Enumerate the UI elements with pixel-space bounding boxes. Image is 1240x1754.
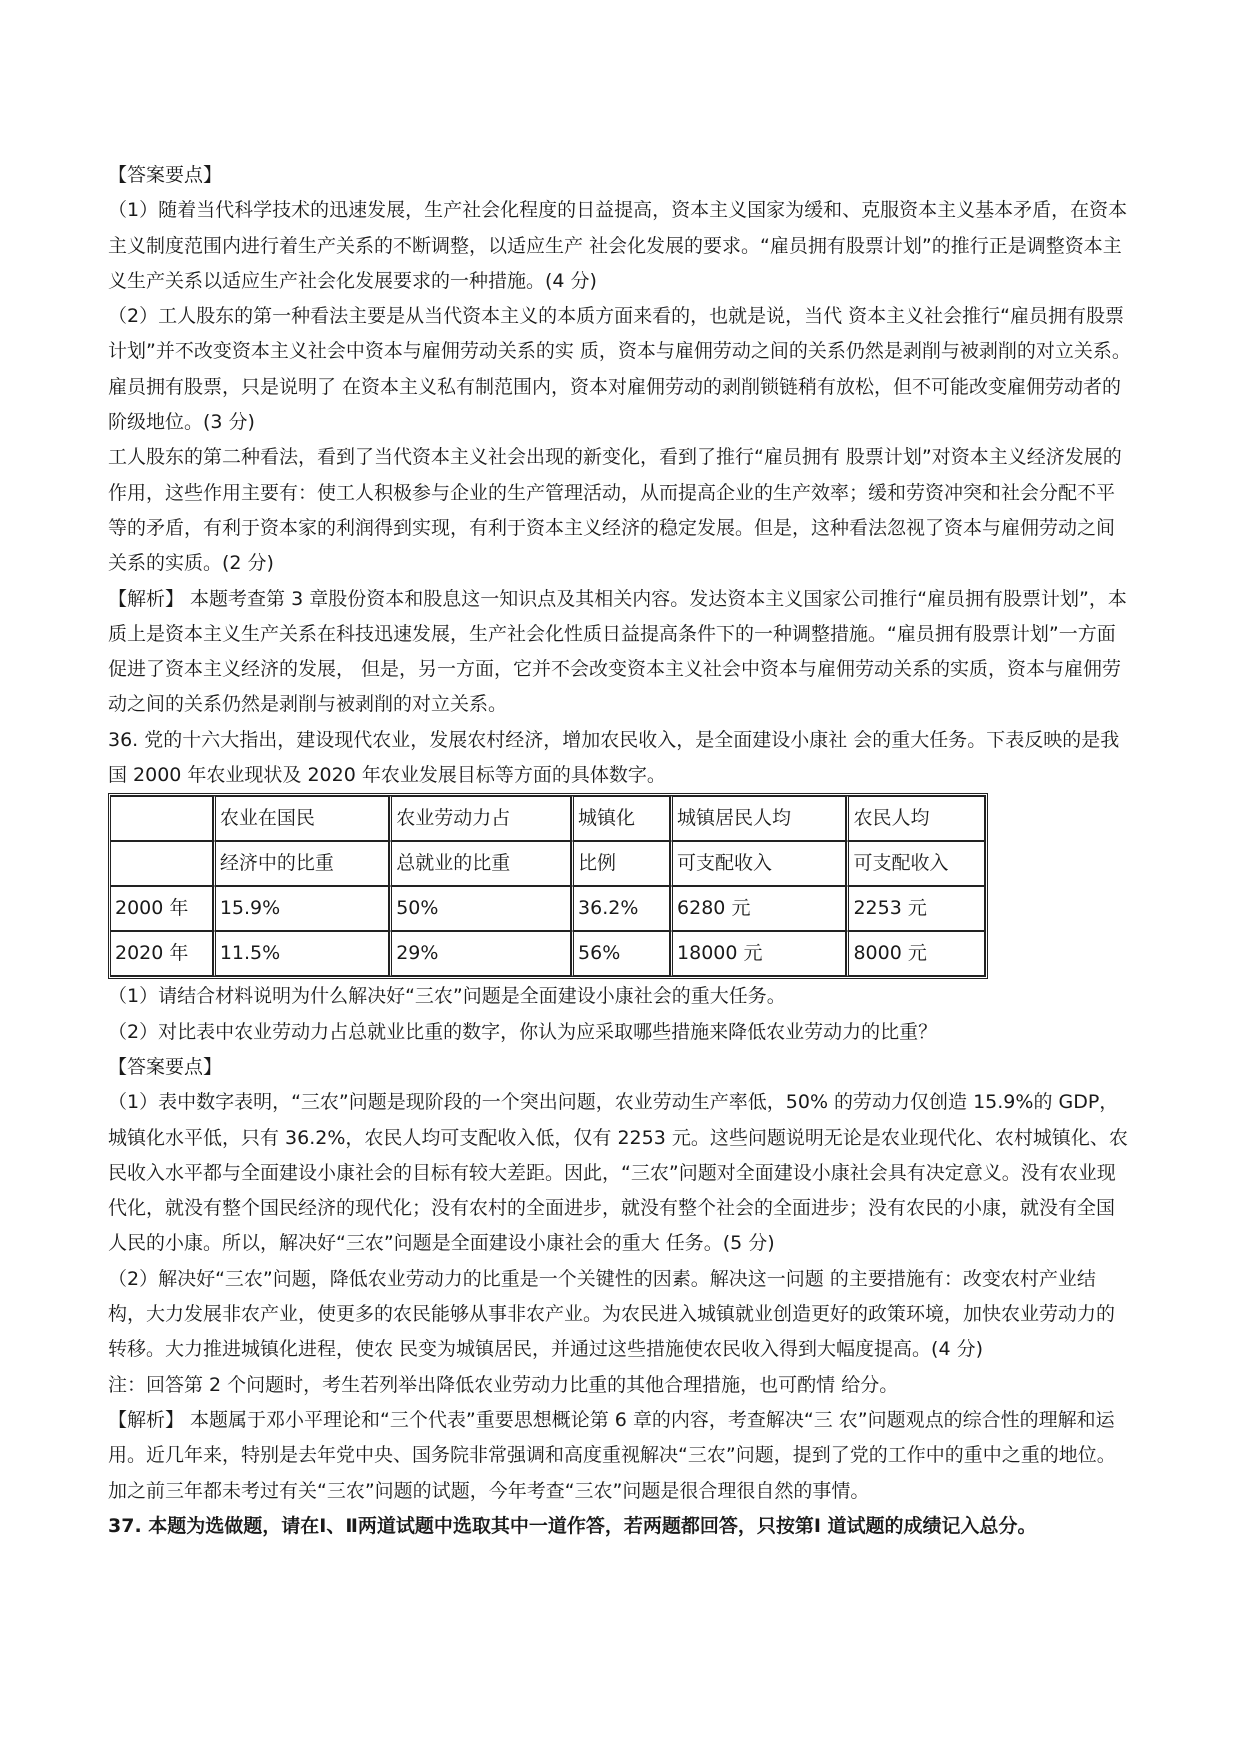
- table-cell: 可支配收入: [846, 841, 985, 886]
- answer-point-1: （1）表中数字表明，“三农”问题是现阶段的一个突出问题，农业劳动生产率低，50% 的劳动力仅创造 15.9%的 GDP，城镇化水平低，只有 36.2%，农民人均可支配收入低，仅有 2253 元。这些问题说明无论是农业现代化、农村城镇化、农民收入水平都与全面建设小康社会的目标有较大差距。因此，“三农”问题对全面建设小康社会具有决定意义。没有农业现代化，就没有整个国民经济的现代化；没有农村的全面进步，就没有整个社会的全面进步；没有农民的小康，就没有全国人民的小康。所以，解决好“三农”问题是全面建设小康社会的重大 任务。(5 分): [108, 1091, 1128, 1255]
- analysis-paragraph: 【解析】 本题属于邓小平理论和“三个代表”重要思想概论第 6 章的内容，考查解决“三 农”问题观点的综合性的理解和运用。近几年来，特别是去年党中央、国务院非常强调和高度重视解决“三农”问题，提到了党的工作中的重中之重的地位。加之前三年都未考过有关“三农”问题的试题，今年考查“三农”问题是很合理很自然的事情。: [108, 1408, 1116, 1502]
- answer-point-2-continued: 工人股东的第二种看法，看到了当代资本主义社会出现的新变化，看到了推行“雇员拥有 股票计划”对资本主义经济发展的作用，这些作用主要有：使工人积极参与企业的生产管理活动，从而提高企业的生产效率；缓和劳资冲突和社会分配不平等的矛盾，有利于资本家的利润得到实现，有利于资本主义经济的稳定发展。但是，这种看法忽视了资本与雇佣劳动之间关系的实质。(2 分): [108, 446, 1122, 575]
- table-cell: 18000 元: [670, 931, 846, 976]
- table-cell: 农业在国民: [213, 796, 389, 841]
- table-cell: 城镇化: [571, 796, 670, 841]
- table-cell: 农民人均: [846, 796, 985, 841]
- question-36-stem: 36. 党的十六大指出，建设现代农业，发展农村经济，增加农民收入，是全面建设小康社 会的重大任务。下表反映的是我国 2000 年农业现状及 2020 年农业发展目标等方面的具体数字。: [108, 728, 1120, 787]
- table-row: [111, 931, 985, 976]
- question-37-stem: 37. 本题为选做题，请在Ⅰ、Ⅱ两道试题中选取其中一道作答，若两题都回答，只按第Ⅰ 道试题的成绩记入总分。: [108, 1514, 1037, 1537]
- table-cell: 城镇居民人均: [670, 796, 846, 841]
- grading-note: 注：回答第 2 个问题时，考生若列举出降低农业劳动力比重的其他合理措施，也可酌情 给分。: [108, 1373, 899, 1396]
- table-cell: 2020 年: [111, 931, 213, 976]
- table-cell: 6280 元: [670, 886, 846, 931]
- table-cell: [111, 796, 213, 841]
- answer-point-1: （1）随着当代科学技术的迅速发展，生产社会化程度的日益提高，资本主义国家为缓和、克服资本主义基本矛盾，在资本主义制度范围内进行着生产关系的不断调整，以适应生产 社会化发展的要求。“雇员拥有股票计划”的推行正是调整资本主义生产关系以适应生产社会化发展要求的一种措施。(4 分): [108, 199, 1128, 292]
- sub-question-2: （2）对比表中农业劳动力占总就业比重的数字，你认为应采取哪些措施来降低农业劳动力的比重？: [108, 1020, 938, 1043]
- table-cell: 2000 年: [111, 886, 213, 931]
- table-cell: 可支配收入: [670, 841, 846, 886]
- table-cell: 36.2%: [571, 886, 670, 931]
- table-cell: 50%: [389, 886, 571, 931]
- analysis-paragraph: 【解析】 本题考查第 3 章股份资本和股息这一知识点及其相关内容。发达资本主义国家公司推行“雇员拥有股票计划”，本质上是资本主义生产关系在科技迅速发展，生产社会化性质日益提高条件下的一种调整措施。“雇员拥有股票计划”一方面促进了资本主义经济的发展， 但是，另一方面，它并不会改变资本主义社会中资本与雇佣劳动关系的实质，资本与雇佣劳动之间的关系仍然是剥削与被剥削的对立关系。: [108, 587, 1127, 716]
- table-header-row: [111, 841, 985, 886]
- answer-heading: 【答案要点】: [108, 1055, 223, 1078]
- table-cell: 经济中的比重: [213, 841, 389, 886]
- table-header-row: [111, 796, 985, 841]
- table-row: [111, 886, 985, 931]
- table-cell: 2253 元: [846, 886, 985, 931]
- table-cell: 29%: [389, 931, 571, 976]
- table-cell: 比例: [571, 841, 670, 886]
- table-cell: 8000 元: [846, 931, 985, 976]
- table-cell: [111, 841, 213, 886]
- table-cell: 总就业的比重: [389, 841, 571, 886]
- table-cell: 56%: [571, 931, 670, 976]
- answer-heading: 【答案要点】: [108, 164, 223, 186]
- sub-question-1: （1）请结合材料说明为什么解决好“三农”问题是全面建设小康社会的重大任务。: [108, 985, 786, 1008]
- answer-point-2: （2）解决好“三农”问题，降低农业劳动力的比重是一个关键性的因素。解决这一问题 的主要措施有：改变农村产业结构，大力发展非农产业，使更多的农民能够从事非农产业。为农民进入城镇就业创造更好的政策环境，加快农业劳动力的转移。大力推进城镇化进程，使农 民变为城镇居民，并通过这些措施使农民收入得到大幅度提高。(4 分): [108, 1267, 1116, 1361]
- table-cell: 15.9%: [213, 886, 389, 931]
- agriculture-data-table: [108, 793, 988, 979]
- table-cell: 农业劳动力占: [389, 796, 571, 841]
- answer-point-2: （2）工人股东的第一种看法主要是从当代资本主义的本质方面来看的，也就是说，当代 资本主义社会推行“雇员拥有股票计划”并不改变资本主义社会中资本与雇佣劳动关系的实 质，资本与雇佣劳动之间的关系仍然是剥削与被剥削的对立关系。雇员拥有股票，只是说明了 在资本主义私有制范围内，资本对雇佣劳动的剥削锁链稍有放松，但不可能改变雇佣劳动者的 阶级地位。(3 分): [108, 305, 1131, 434]
- document-page: [108, 158, 1132, 1544]
- table-cell: 11.5%: [213, 931, 389, 976]
